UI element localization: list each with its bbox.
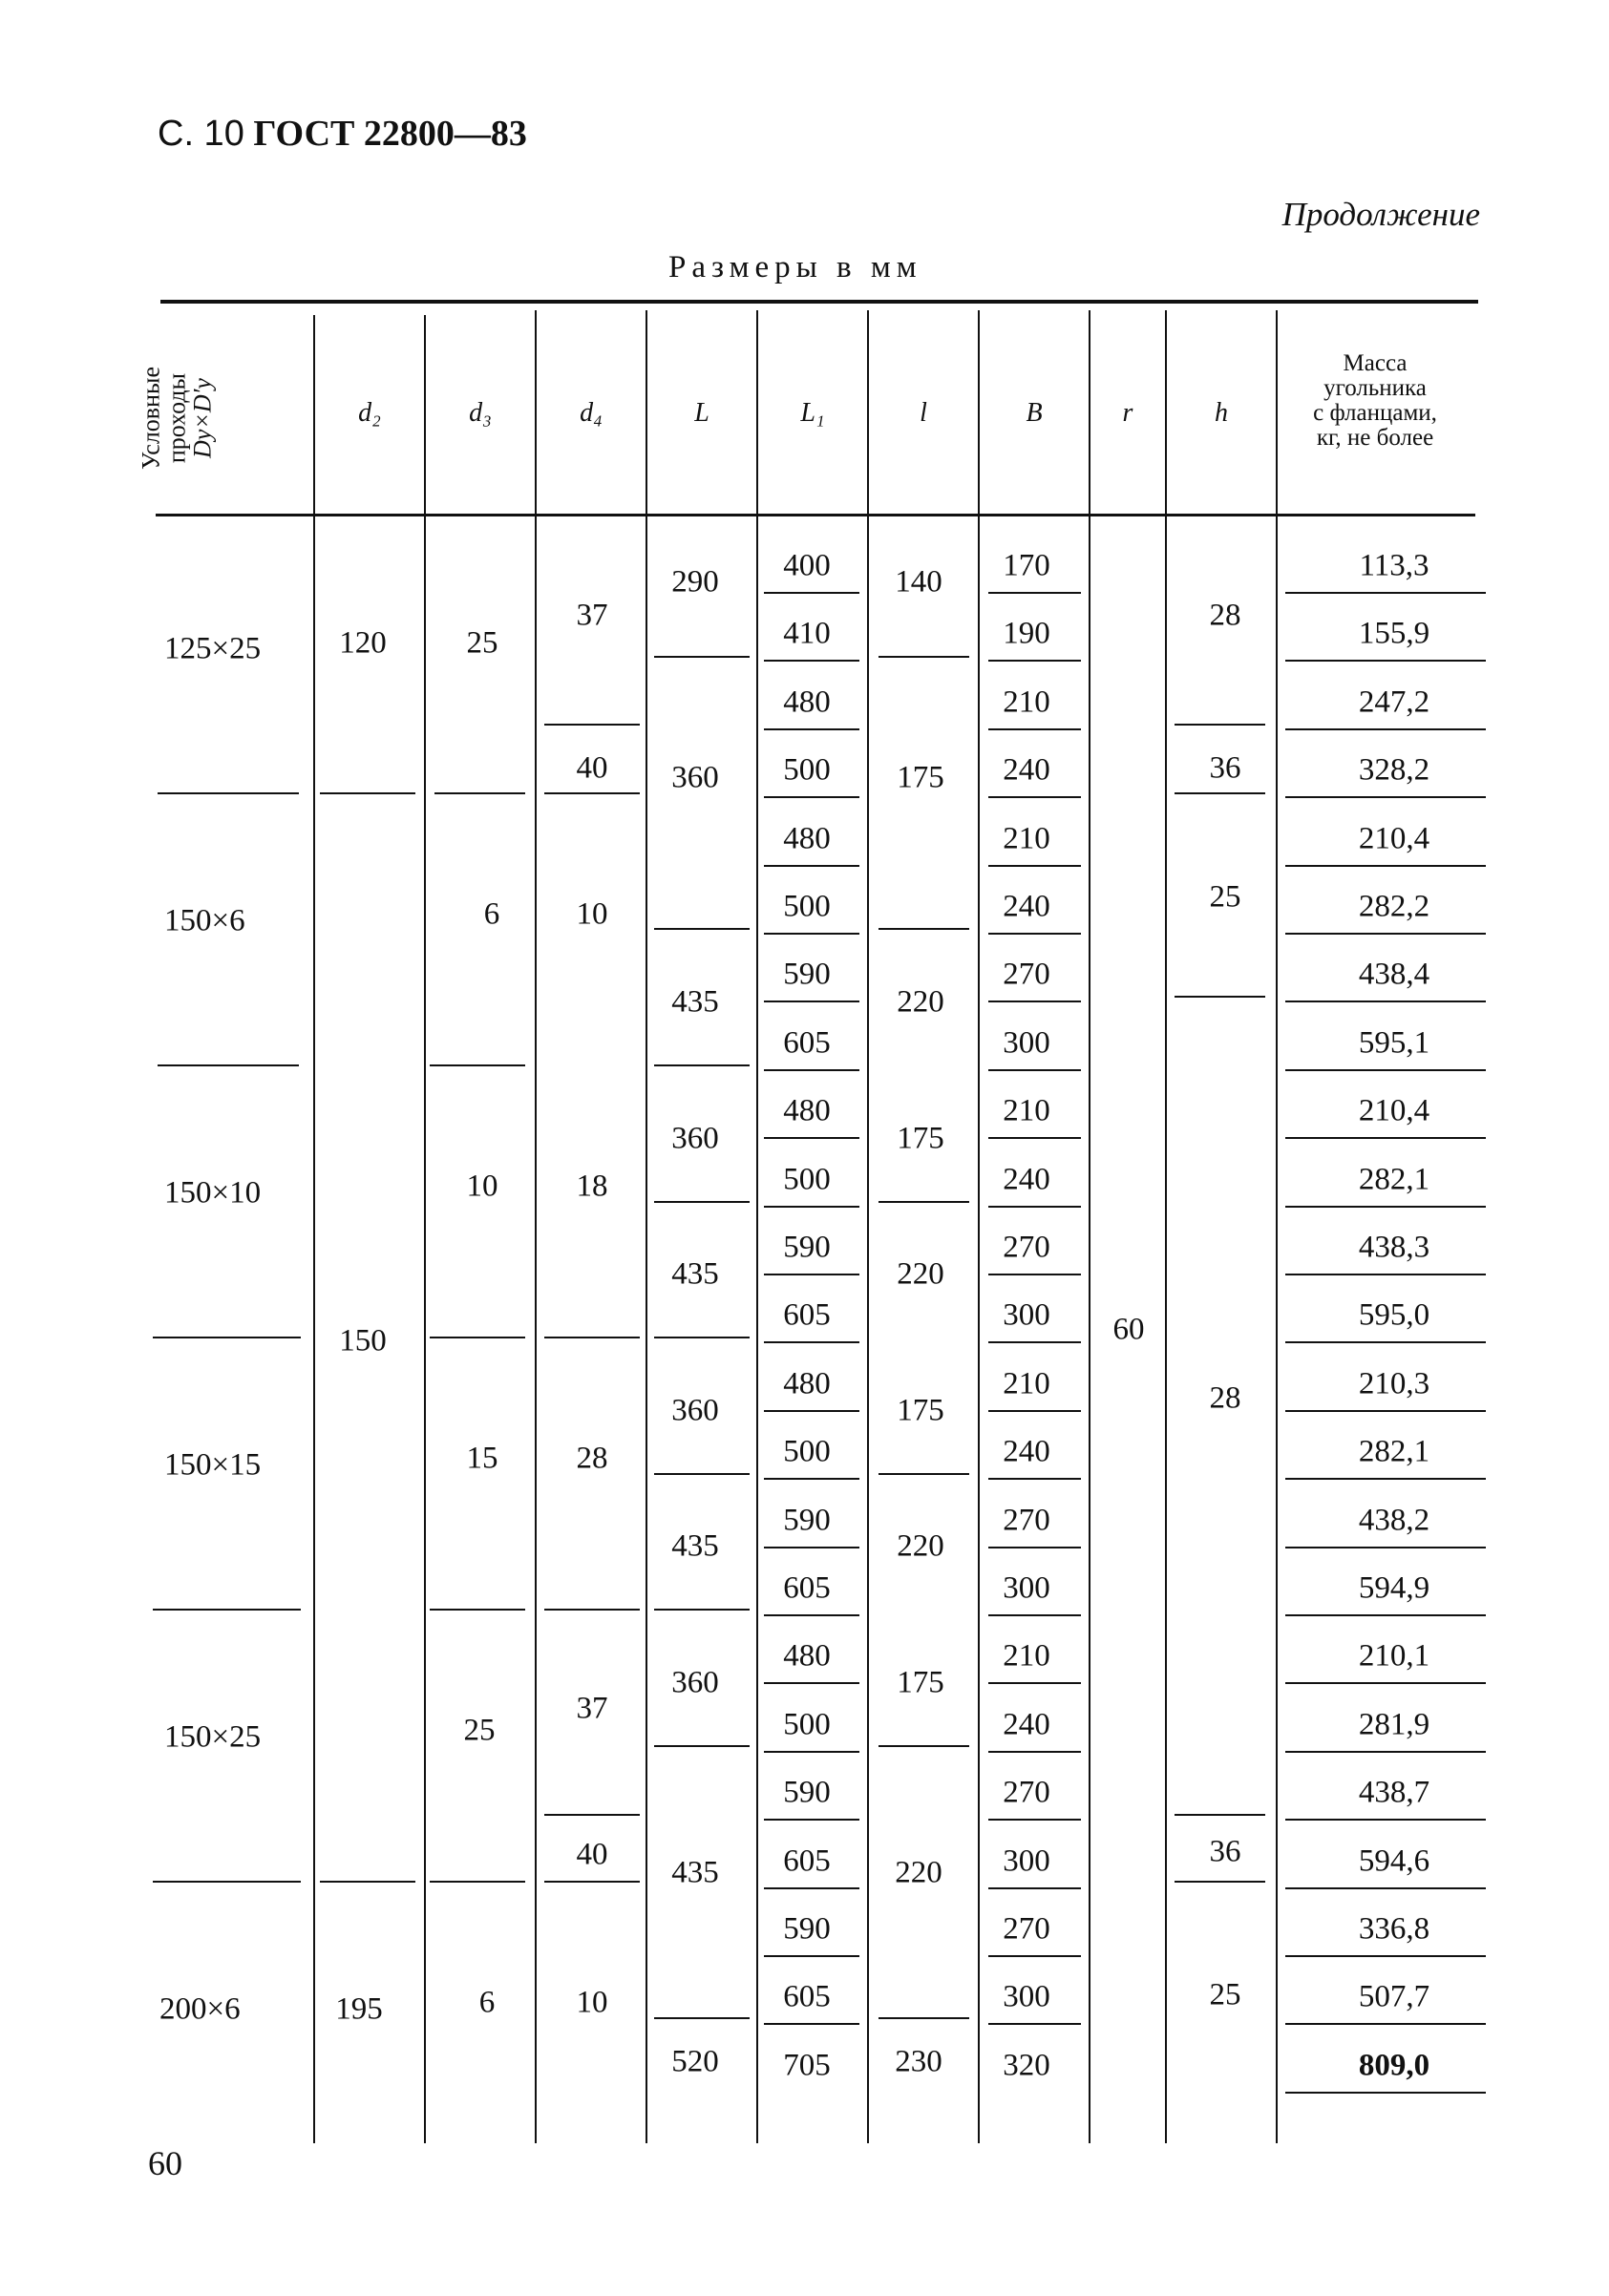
page-number: 60 [148, 2144, 182, 2182]
row-rule [1285, 1547, 1486, 1548]
d3-cell: 15 [466, 1441, 498, 1476]
row-rule [1285, 933, 1486, 935]
B-cell: 210 [1003, 1366, 1050, 1401]
row-rule [1285, 1410, 1486, 1412]
d4-cell: 10 [576, 896, 608, 932]
row-rule [764, 1206, 859, 1208]
mass-cell: 328,2 [1358, 752, 1430, 788]
L-cell: 360 [671, 1393, 719, 1428]
L1-cell: 480 [783, 1638, 831, 1674]
units-caption: Размеры в мм [668, 250, 922, 284]
l-cell: 140 [895, 564, 942, 600]
d2-cell: 120 [339, 625, 387, 661]
r-cell: 60 [1112, 1312, 1145, 1347]
L-cell: 435 [671, 1256, 719, 1292]
mass-cell: 594,9 [1358, 1570, 1430, 1606]
col-separator [978, 310, 980, 2143]
L1-cell: 605 [783, 1297, 831, 1333]
continuation-label: Продолжение [1281, 196, 1480, 233]
d2-cell: 150 [339, 1323, 387, 1359]
mass-column-header: Масса угольника с фланцами, кг, не более [1313, 350, 1437, 451]
row-rule [1285, 592, 1486, 594]
col-separator [646, 310, 647, 2143]
row-rule [320, 1881, 415, 1883]
row-rule [879, 656, 969, 658]
row-rule [879, 2017, 969, 2019]
row-rule [764, 1547, 859, 1548]
L1-cell: 400 [783, 548, 831, 583]
mass-cell: 247,2 [1358, 685, 1430, 720]
d3-cell: 25 [463, 1713, 496, 1748]
B-cell: 210 [1003, 1638, 1050, 1674]
L1-cell: 590 [783, 1911, 831, 1947]
d2-column-header: d₂ [358, 397, 381, 428]
L1-cell: 605 [783, 1979, 831, 2014]
col-separator [535, 310, 537, 2143]
mass-cell: 210,4 [1358, 1093, 1430, 1128]
mass-cell: 809,0 [1358, 2048, 1430, 2083]
row-rule [153, 1609, 301, 1611]
row-rule [988, 1341, 1081, 1343]
r-column-header: r [1122, 397, 1133, 428]
standard-number: ГОСТ 22800—83 [253, 114, 527, 154]
B-cell: 320 [1003, 2048, 1050, 2083]
row-rule [654, 1473, 750, 1475]
L1-cell: 500 [783, 1434, 831, 1469]
mass-cell: 282,1 [1358, 1434, 1430, 1469]
row-rule [988, 1955, 1081, 1957]
row-rule [988, 1614, 1081, 1616]
l-cell: 220 [897, 1256, 944, 1292]
row-rule [1285, 796, 1486, 798]
row-rule [879, 928, 969, 930]
row-rule [988, 592, 1081, 594]
B-cell: 240 [1003, 1434, 1050, 1469]
B-cell: 300 [1003, 1025, 1050, 1061]
row-rule [988, 728, 1081, 730]
d4-cell: 37 [576, 1691, 608, 1726]
col-separator [1165, 310, 1167, 2143]
row-rule [654, 1609, 750, 1611]
row-rule [764, 1341, 859, 1343]
row-rule [988, 1547, 1081, 1548]
col-separator [756, 310, 758, 2143]
d4-cell: 40 [576, 1837, 608, 1872]
L1-cell: 605 [783, 1025, 831, 1061]
row-rule [764, 1137, 859, 1139]
B-cell: 210 [1003, 821, 1050, 856]
row-rule [1175, 1814, 1265, 1816]
L-cell: 435 [671, 1528, 719, 1564]
h-column-header: h [1215, 397, 1228, 428]
mass-cell: 595,1 [1358, 1025, 1430, 1061]
row-rule [988, 1206, 1081, 1208]
L1-cell: 480 [783, 1366, 831, 1401]
d4-cell: 18 [576, 1169, 608, 1204]
row-rule [988, 1069, 1081, 1071]
row-rule [879, 1201, 969, 1203]
L1-cell: 590 [783, 1503, 831, 1538]
page-header [158, 113, 527, 155]
B-cell: 190 [1003, 616, 1050, 651]
B-cell: 300 [1003, 1570, 1050, 1606]
row-rule [654, 1745, 750, 1747]
row-rule [988, 1751, 1081, 1753]
row-rule [988, 796, 1081, 798]
h-cell: 36 [1209, 1834, 1241, 1869]
B-cell: 170 [1003, 548, 1050, 583]
mass-cell: 438,3 [1358, 1230, 1430, 1265]
row-rule [430, 1881, 525, 1883]
row-rule [1285, 1751, 1486, 1753]
L1-cell: 590 [783, 957, 831, 992]
row-rule [764, 796, 859, 798]
d4-cell: 37 [576, 598, 608, 633]
d4-cell: 10 [576, 1985, 608, 2020]
d3-column-header: d₃ [469, 397, 492, 428]
l-cell: 175 [897, 1665, 944, 1700]
row-rule [544, 724, 640, 726]
row-rule [1285, 1682, 1486, 1684]
row-rule [1285, 728, 1486, 730]
B-column-header: B [1026, 397, 1043, 428]
L1-cell: 590 [783, 1230, 831, 1265]
row-rule [1175, 996, 1265, 998]
h-cell: 25 [1209, 879, 1241, 915]
l-column-header: l [920, 397, 927, 428]
row-rule [764, 2023, 859, 2025]
L-column-header: L [694, 397, 709, 428]
mass-cell: 336,8 [1358, 1911, 1430, 1947]
L1-cell: 480 [783, 821, 831, 856]
d3-cell: 6 [483, 896, 500, 932]
row-rule [1175, 792, 1265, 794]
row-rule [1285, 1001, 1486, 1002]
row-rule [654, 1201, 750, 1203]
B-cell: 240 [1003, 752, 1050, 788]
mass-cell: 210,1 [1358, 1638, 1430, 1674]
row-rule [1285, 1819, 1486, 1821]
d3-cell: 10 [466, 1169, 498, 1204]
row-rule [764, 933, 859, 935]
row-rule [1285, 1478, 1486, 1480]
row-rule [1285, 1069, 1486, 1071]
L-cell: 435 [671, 1855, 719, 1890]
L1-cell: 500 [783, 889, 831, 924]
B-cell: 270 [1003, 1230, 1050, 1265]
table-top-rule [160, 300, 1478, 304]
L1-cell: 705 [783, 2048, 831, 2083]
row-rule [1285, 2092, 1486, 2094]
mass-cell: 438,4 [1358, 957, 1430, 992]
row-rule [764, 592, 859, 594]
L-cell: 435 [671, 984, 719, 1020]
row-rule [764, 1478, 859, 1480]
L1-cell: 480 [783, 1093, 831, 1128]
L1-cell: 605 [783, 1843, 831, 1879]
mass-cell: 113,3 [1359, 548, 1429, 583]
L-cell: 360 [671, 760, 719, 795]
row-rule [153, 1337, 301, 1338]
d3-cell: 25 [466, 625, 498, 661]
row-rule [158, 1064, 299, 1066]
l-cell: 230 [895, 2044, 942, 2079]
B-cell: 240 [1003, 1162, 1050, 1197]
L1-cell: 500 [783, 1162, 831, 1197]
row-rule [1285, 2023, 1486, 2025]
mass-cell: 507,7 [1358, 1979, 1430, 2014]
col-separator [424, 315, 426, 2143]
L1-cell: 590 [783, 1775, 831, 1810]
row-rule [764, 1614, 859, 1616]
L1-cell: 410 [783, 616, 831, 651]
mass-cell: 282,2 [1358, 889, 1430, 924]
row-rule [1175, 1881, 1265, 1883]
h-cell: 36 [1209, 750, 1241, 786]
row-rule [430, 1337, 525, 1338]
B-cell: 300 [1003, 1297, 1050, 1333]
d3-cell: 6 [478, 1985, 496, 2020]
passage-cell: 150×10 [164, 1175, 262, 1211]
B-cell: 270 [1003, 1911, 1050, 1947]
L1-cell: 480 [783, 685, 831, 720]
row-rule [879, 1473, 969, 1475]
d2-cell: 195 [335, 1991, 383, 2027]
row-rule [764, 1751, 859, 1753]
d4-cell: 28 [576, 1441, 608, 1476]
L-cell: 360 [671, 1121, 719, 1156]
passage-cell: 200×6 [159, 1991, 241, 2027]
B-cell: 300 [1003, 1979, 1050, 2014]
B-cell: 270 [1003, 1503, 1050, 1538]
passage-cell: 125×25 [164, 631, 262, 666]
l-cell: 175 [897, 1393, 944, 1428]
L-cell: 360 [671, 1665, 719, 1700]
row-rule [654, 656, 750, 658]
h-cell: 25 [1209, 1977, 1241, 2012]
row-rule [988, 1819, 1081, 1821]
row-rule [544, 1337, 640, 1338]
row-rule [1285, 1341, 1486, 1343]
l-cell: 175 [897, 760, 944, 795]
passage-column-header: Условные проходы Dу×D′у [137, 367, 217, 470]
mass-cell: 210,4 [1358, 821, 1430, 856]
mass-cell: 155,9 [1358, 616, 1430, 651]
row-rule [988, 1887, 1081, 1889]
row-rule [764, 728, 859, 730]
col-separator [1276, 310, 1278, 2143]
row-rule [430, 1609, 525, 1611]
row-rule [1285, 1137, 1486, 1139]
B-cell: 240 [1003, 1707, 1050, 1742]
B-cell: 300 [1003, 1843, 1050, 1879]
passage-cell: 150×15 [164, 1447, 262, 1483]
l-cell: 220 [895, 1855, 942, 1890]
row-rule [1285, 1887, 1486, 1889]
mass-cell: 594,6 [1358, 1843, 1430, 1879]
row-rule [654, 2017, 750, 2019]
row-rule [988, 1001, 1081, 1002]
row-rule [1285, 1274, 1486, 1275]
L1-cell: 500 [783, 752, 831, 788]
row-rule [1285, 1614, 1486, 1616]
h-cell: 28 [1209, 1380, 1241, 1416]
row-rule [764, 660, 859, 662]
row-rule [764, 1001, 859, 1002]
mass-cell: 282,1 [1358, 1162, 1430, 1197]
col-separator [1089, 310, 1090, 2143]
mass-cell: 438,2 [1358, 1503, 1430, 1538]
l-cell: 175 [897, 1121, 944, 1156]
L1-cell: 500 [783, 1707, 831, 1742]
row-rule [764, 865, 859, 867]
row-rule [764, 1887, 859, 1889]
l-cell: 220 [897, 1528, 944, 1564]
mass-cell: 438,7 [1358, 1775, 1430, 1810]
row-rule [988, 1274, 1081, 1275]
row-rule [764, 1274, 859, 1275]
row-rule [988, 1410, 1081, 1412]
row-rule [764, 1819, 859, 1821]
row-rule [320, 792, 415, 794]
L1-column-header: L₁ [800, 397, 825, 428]
passage-cell: 150×6 [164, 903, 245, 938]
L-cell: 520 [671, 2044, 719, 2079]
B-cell: 210 [1003, 1093, 1050, 1128]
row-rule [1285, 1206, 1486, 1208]
col-separator [313, 315, 315, 2143]
row-rule [988, 1137, 1081, 1139]
row-rule [988, 933, 1081, 935]
l-cell: 220 [897, 984, 944, 1020]
row-rule [1175, 724, 1265, 726]
col-separator [867, 310, 869, 2143]
row-rule [544, 1814, 640, 1816]
row-rule [654, 928, 750, 930]
row-rule [158, 792, 299, 794]
row-rule [988, 2023, 1081, 2025]
row-rule [988, 1682, 1081, 1684]
row-rule [1285, 660, 1486, 662]
row-rule [988, 660, 1081, 662]
row-rule [1285, 865, 1486, 867]
B-cell: 270 [1003, 1775, 1050, 1810]
row-rule [544, 792, 640, 794]
d4-cell: 40 [576, 750, 608, 786]
row-rule [544, 1609, 640, 1611]
d4-column-header: d₄ [580, 397, 603, 428]
passage-cell: 150×25 [164, 1719, 262, 1755]
mass-cell: 210,3 [1358, 1366, 1430, 1401]
B-cell: 270 [1003, 957, 1050, 992]
row-rule [430, 1064, 525, 1066]
B-cell: 240 [1003, 889, 1050, 924]
row-rule [764, 1955, 859, 1957]
row-rule [764, 1682, 859, 1684]
B-cell: 210 [1003, 685, 1050, 720]
page-prefix: С. 10 [158, 114, 244, 154]
mass-cell: 595,0 [1358, 1297, 1430, 1333]
row-rule [544, 1881, 640, 1883]
row-rule [153, 1881, 301, 1883]
row-rule [764, 1410, 859, 1412]
L-cell: 290 [671, 564, 719, 600]
row-rule [764, 1069, 859, 1071]
row-rule [879, 1745, 969, 1747]
row-rule [654, 1337, 750, 1338]
row-rule [988, 865, 1081, 867]
row-rule [654, 1064, 750, 1066]
row-rule [434, 792, 525, 794]
h-cell: 28 [1209, 598, 1241, 633]
mass-cell: 281,9 [1358, 1707, 1430, 1742]
L1-cell: 605 [783, 1570, 831, 1606]
row-rule [988, 1478, 1081, 1480]
row-rule [1285, 1955, 1486, 1957]
